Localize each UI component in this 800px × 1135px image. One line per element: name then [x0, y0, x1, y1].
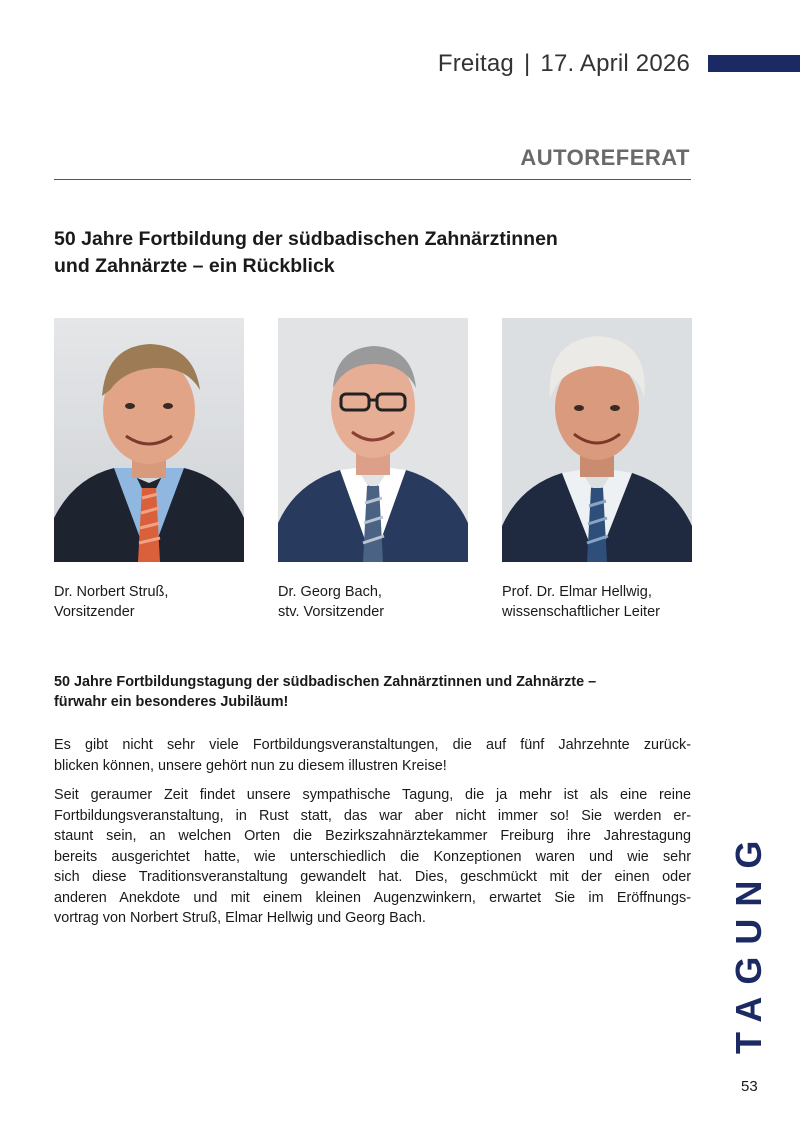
portrait-norbert-struss: [54, 318, 244, 562]
paragraph-line: Seit geraumer Zeit findet unsere sympathische Tagung, die ja mehr ist als eine reine: [54, 787, 691, 803]
paragraph-line: vortrag von Norbert Struß, Elmar Hellwig und Georg Bach.: [54, 910, 426, 926]
paragraph-line: anderen Anekdote und mit einem kleinen Augenzwinkern, erwartet Sie im Eröffnungs-: [54, 889, 691, 906]
paragraph-line: Es gibt nicht sehr viele Fortbildungsveranstaltungen, die auf fünf Jahrzehnte zurück-: [54, 737, 691, 753]
paragraph-line: bereits ausgerichtet hatte, wie unterschiedlich die Konzeptionen waren und wie sehr: [54, 848, 691, 865]
portrait-elmar-hellwig: [502, 318, 692, 562]
paragraph-line: blicken können, unsere gehört nun zu diesem illustren Kreise!: [54, 757, 447, 774]
header-separator: |: [523, 50, 531, 77]
caption-role: stv. Vorsitzender: [278, 604, 385, 620]
portrait-photo: [54, 318, 244, 562]
portrait-georg-bach: [278, 318, 468, 562]
headline-line-1: 50 Jahre Fortbildung der südbadischen Zahnärztinnen: [54, 228, 558, 250]
paragraph-1: [54, 735, 691, 776]
article-headline: [54, 226, 694, 280]
header-accent-bar: [708, 55, 800, 72]
caption-role: wissenschaftlicher Leiter: [502, 604, 660, 620]
caption-name: Dr. Norbert Struß,: [54, 584, 169, 600]
portrait-caption: [502, 582, 702, 622]
section-label: AUTOREFERAT: [520, 145, 690, 170]
caption-name: Prof. Dr. Elmar Hellwig,: [502, 584, 652, 600]
article-subheading: [54, 672, 694, 712]
portrait-photo: [502, 318, 692, 562]
subhead-line-1: 50 Jahre Fortbildungstagung der südbadischen Zahnärztinnen und Zahnärzte –: [54, 674, 597, 690]
headline-line-2: und Zahnärzte – ein Rückblick: [54, 255, 335, 277]
paragraph-line: Fortbildungsveranstaltung, in Rust statt, das war aber nicht immer so! Sie werden er-: [54, 807, 691, 824]
page-number: 53: [741, 1078, 758, 1095]
caption-name: Dr. Georg Bach,: [278, 584, 382, 600]
section-divider: [54, 179, 691, 180]
header-day: Freitag: [437, 50, 514, 77]
header-date: [438, 50, 690, 78]
section-tab-label: TAGUNG: [728, 828, 769, 1054]
paragraph-line: staunt sein, an welchen Orten die Bezirkszahnärztekammer Freiburg ihre Jahrestagung: [54, 828, 691, 844]
caption-role: Vorsitzender: [54, 604, 135, 620]
portrait-caption: [54, 582, 254, 622]
portrait-caption: [278, 582, 478, 622]
paragraph-2: [54, 785, 691, 929]
subhead-line-2: fürwahr ein besonderes Jubiläum!: [54, 694, 289, 710]
header-date-value: 17. April 2026: [540, 50, 690, 77]
paragraph-line: sich diese Traditionsveranstaltung gewandelt hat. Dies, geschmückt mit der einen oder: [54, 869, 691, 885]
portrait-photo: [278, 318, 468, 562]
